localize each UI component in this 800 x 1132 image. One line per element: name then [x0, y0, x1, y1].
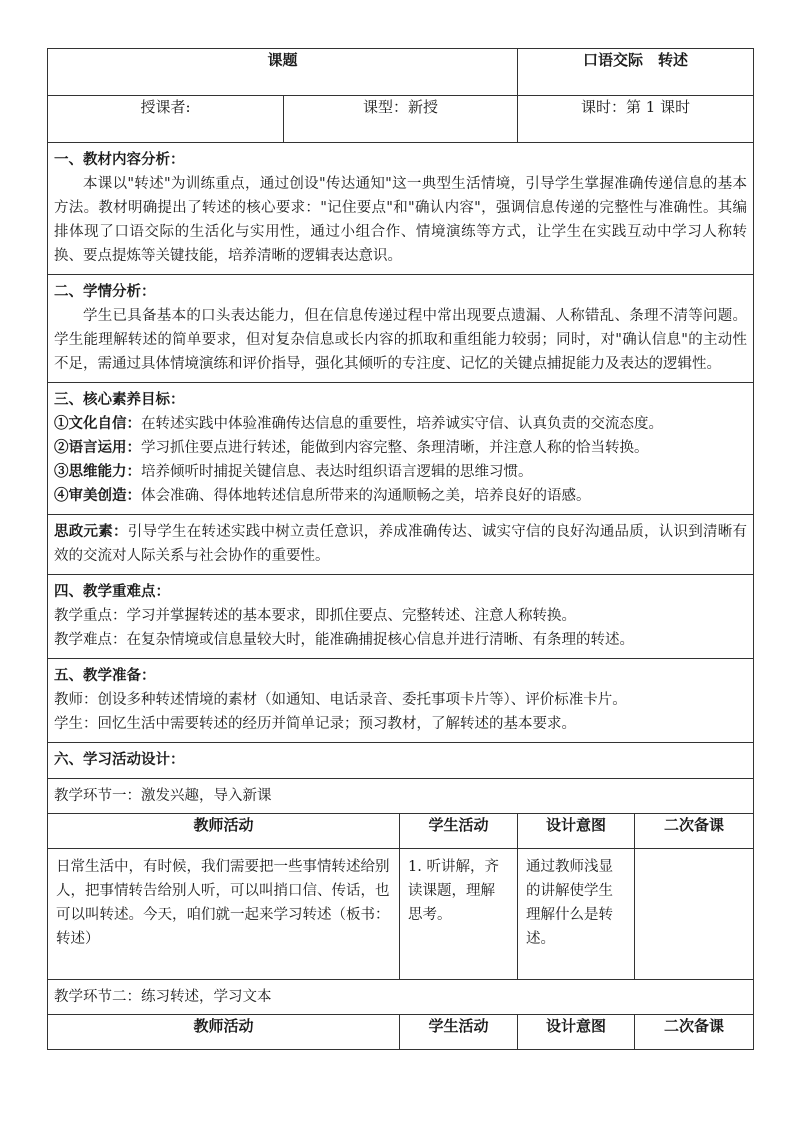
subject-value: 口语交际 转述 — [518, 49, 754, 96]
activities-title-row — [48, 743, 754, 779]
key-point-text: 教学重点：学习并掌握转述的基本要求，即抓住要点、完整转述、注意人称转换。 — [54, 608, 576, 624]
column-header-student: 学生活动 — [400, 1015, 518, 1050]
ideology-label: 思政元素： — [54, 523, 128, 540]
ideology-row — [48, 515, 754, 575]
subject-label: 课题 — [48, 49, 518, 96]
lesson-period: 课时：第 1 课时 — [518, 96, 754, 143]
column-header-intent: 设计意图 — [518, 1015, 635, 1050]
subject-row — [48, 49, 754, 96]
teacher-preparation: 教师：创设多种转述情境的素材（如通知、电话录音、委托事项卡片等）、评价标准卡片。 — [54, 692, 627, 708]
difficult-point-text: 教学难点：在复杂情境或信息量较大时，能准确捕捉核心信息并进行清晰、有条理的转述。 — [54, 632, 634, 648]
step1-title: 教学环节一：激发兴趣，导入新课 — [48, 779, 754, 814]
step1-teacher-activity: 日常生活中，有时候，我们需要把一些事情转述给别人，把事情转告给别人听，可以叫捎口信、传话，也可以叫转述。今天，咱们就一起来学习转述（板书：转述） — [48, 849, 400, 980]
goal-label: ④审美创造： — [54, 487, 141, 504]
column-header-teacher: 教师活动 — [48, 1015, 400, 1050]
content-analysis-body: 本课以"转述"为训练重点，通过创设"传达通知"这一典型生活情境，引导学生掌握准确传递信息的基本方法。教材明确提出了转述的核心要求："记住要点"和"确认内容"，强调信息传递的完整性与准确性。其编排体现了口语交际的生活化与实用性，通过小组合作、情境演练等方式，让学生在实践互动中学习人称转换、要点提炼等关键技能，培养清晰的逻辑表达意识。 — [54, 176, 748, 264]
step1-title-row — [48, 779, 754, 814]
goal-text: 培养倾听时捕捉关键信息、表达时组织语言逻辑的思维习惯。 — [141, 464, 533, 480]
step1-header-row — [48, 814, 754, 849]
key-points-cell — [48, 575, 754, 659]
activities-title: 六、学习活动设计： — [54, 751, 185, 768]
literacy-goals-cell — [48, 383, 754, 515]
preparation-row — [48, 659, 754, 743]
goal-item — [54, 412, 747, 436]
step1-second-prep — [635, 849, 754, 980]
step1-body-row — [48, 849, 754, 980]
literacy-goals-title: 三、核心素养目标： — [54, 391, 185, 408]
goal-item — [54, 436, 747, 460]
column-header-intent: 设计意图 — [518, 814, 635, 849]
column-header-second: 二次备课 — [635, 814, 754, 849]
ideology-paragraph — [54, 520, 747, 568]
step1-design-intent: 通过教师浅显的讲解使学生理解什么是转述。 — [518, 849, 635, 980]
goal-text: 学习抓住要点进行转述，能做到内容完整、条理清晰，并注意人称的恰当转换。 — [141, 440, 649, 456]
preparation-cell — [48, 659, 754, 743]
key-points-title: 四、教学重难点： — [54, 583, 170, 600]
student-analysis-cell — [48, 275, 754, 383]
activities-title-cell — [48, 743, 754, 779]
step2-title: 教学环节二：练习转述，学习文本 — [48, 980, 754, 1015]
content-analysis-title: 一、教材内容分析： — [54, 151, 185, 168]
lesson-plan-table — [47, 48, 754, 1050]
goal-text: 体会准确、得体地转述信息所带来的沟通顺畅之美，培养良好的语感。 — [141, 488, 591, 504]
ideology-text: 引导学生在转述实践中树立责任意识，养成准确传达、诚实守信的良好沟通品质，认识到清晰有效的交流对人际关系与社会协作的重要性。 — [54, 524, 748, 564]
goal-text: 在转述实践中体验准确传达信息的重要性，培养诚实守信、认真负责的交流态度。 — [141, 416, 663, 432]
meta-row — [48, 96, 754, 143]
student-analysis-body: 学生已具备基本的口头表达能力，但在信息传递过程中常出现要点遗漏、人称错乱、条理不清等问题。学生能理解转述的简单要求，但对复杂信息或长内容的抓取和重组能力较弱；同时，对"确认信息"的主动性不足，需通过具体情境演练和评价指导，强化其倾听的专注度、记忆的关键点捕捉能力及表达的逻辑性。 — [54, 308, 748, 372]
step1-student-activity: 1. 听讲解，齐读课题，理解思考。 — [400, 849, 518, 980]
goal-item — [54, 484, 747, 508]
student-analysis-title: 二、学情分析： — [54, 283, 156, 300]
content-analysis-cell — [48, 143, 754, 275]
lesson-plan-page — [47, 48, 753, 1050]
lesson-type: 课型：新授 — [284, 96, 518, 143]
student-analysis-row — [48, 275, 754, 383]
ideology-cell — [48, 515, 754, 575]
step2-header-row — [48, 1015, 754, 1050]
key-points-row — [48, 575, 754, 659]
goal-label: ①文化自信： — [54, 415, 141, 432]
preparation-title: 五、教学准备： — [54, 667, 156, 684]
column-header-second: 二次备课 — [635, 1015, 754, 1050]
content-analysis-row — [48, 143, 754, 275]
teacher-label: 授课者: — [48, 96, 284, 143]
goal-label: ③思维能力： — [54, 463, 141, 480]
goal-label: ②语言运用： — [54, 439, 141, 456]
literacy-goals-row — [48, 383, 754, 515]
column-header-teacher: 教师活动 — [48, 814, 400, 849]
student-preparation: 学生：回忆生活中需要转述的经历并简单记录；预习教材，了解转述的基本要求。 — [54, 716, 576, 732]
step2-title-row — [48, 980, 754, 1015]
column-header-student: 学生活动 — [400, 814, 518, 849]
goal-item — [54, 460, 747, 484]
